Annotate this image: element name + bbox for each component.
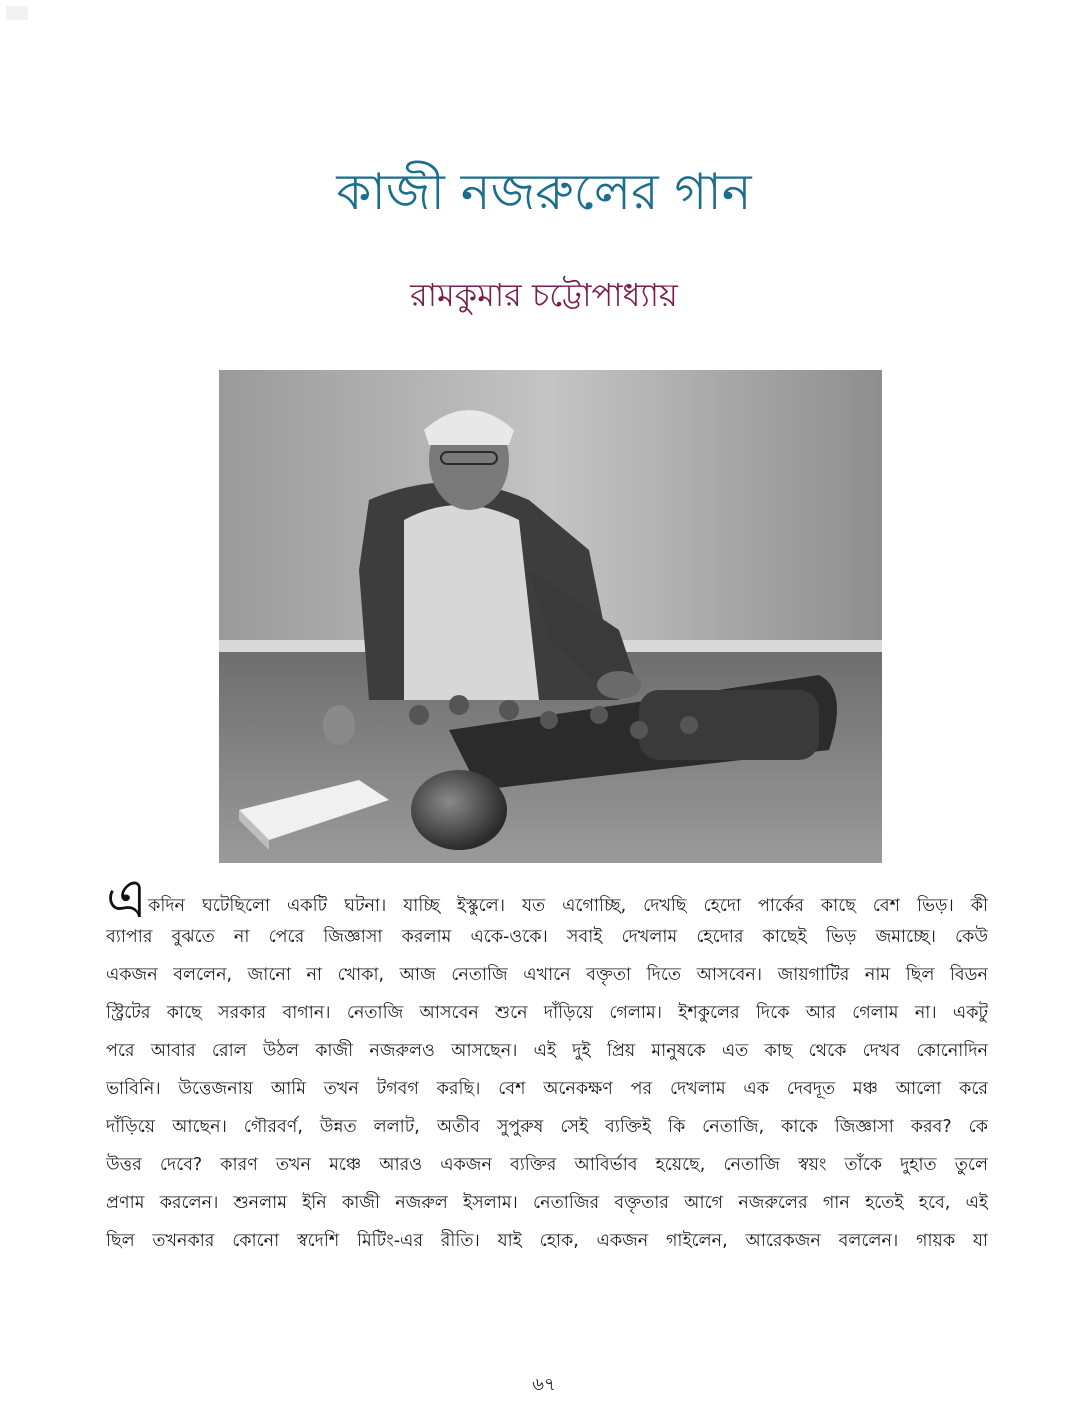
paragraph-line: ভাবিনি। উত্তেজনায় আমি তখন টগবগ করছি। বেশ অনেকক্ষণ পর দেখলাম এক দেবদূত মঞ্চ আলো করে (106, 1079, 988, 1099)
paragraph-line: স্ট্রিটের কাছে সরকার বাগান। নেতাজি আসবেন শুনে দাঁড়িয়ে গেলাম। ইশকুলের দিকে আর গেলাম না। একটু (106, 1003, 988, 1023)
corner-mark (6, 6, 28, 20)
author-name: রামকুমার চট্টোপাধ্যায় (410, 276, 678, 314)
paragraph-line: দাঁড়িয়ে আছেন। গৌরবর্ণ, উন্নত ললাট, অতীব সুপুরুষ সেই ব্যক্তিই কি নেতাজি, কাকে জিজ্ঞাসা করব? কে (106, 1117, 988, 1137)
paragraph-line: ব্যাপার বুঝতে না পেরে জিজ্ঞাসা করলাম একে-ওকে। সবাই দেখলাম হেদোর কাছেই ভিড় জমাচ্ছে। কেউ (106, 927, 988, 947)
paragraph-line: একদিন ঘটেছিলো একটি ঘটনা। যাচ্ছি ইস্কুলে। যত এগোচ্ছি, দেখছি হেদো পার্কের কাছে বেশ ভিড়। কী (106, 880, 988, 918)
paragraph-line: ছিল তখনকার কোনো স্বদেশি মিটিং-এর রীতি। যাই হোক, একজন গাইলেন, আরেকজন বললেন। গায়ক যা (106, 1231, 988, 1251)
paragraph-line: প্রণাম করলেন। শুনলাম ইনি কাজী নজরুল ইসলাম। নেতাজির বক্তৃতার আগে নজরুলের গান হতেই হবে, এই (106, 1193, 988, 1213)
paragraph-line: একজন বললেন, জানো না খোকা, আজ নেতাজি এখানে বক্তৃতা দিতে আসবেন। জায়গাটির নাম ছিল বিডন (106, 965, 988, 985)
paragraph-line: উত্তর দেবে? কারণ তখন মঞ্চে আরও একজন ব্যক্তির আবির্ভাব হয়েছে, নেতাজি স্বয়ং তাঁকে দুহাত তুলে (106, 1155, 988, 1175)
page-number: ৬৭ (532, 1374, 556, 1395)
article-body (106, 880, 988, 1260)
drop-cap: এ (106, 880, 148, 918)
portrait-photo (219, 370, 882, 863)
portrait-illustration (219, 370, 882, 863)
chapter-title: কাজী নজরুলের গান (336, 163, 752, 221)
paragraph-line: পরে আবার রোল উঠল কাজী নজরুলও আসছেন। এই দুই প্রিয় মানুষকে এত কাছ থেকে দেখব কোনোদিন (106, 1041, 988, 1061)
